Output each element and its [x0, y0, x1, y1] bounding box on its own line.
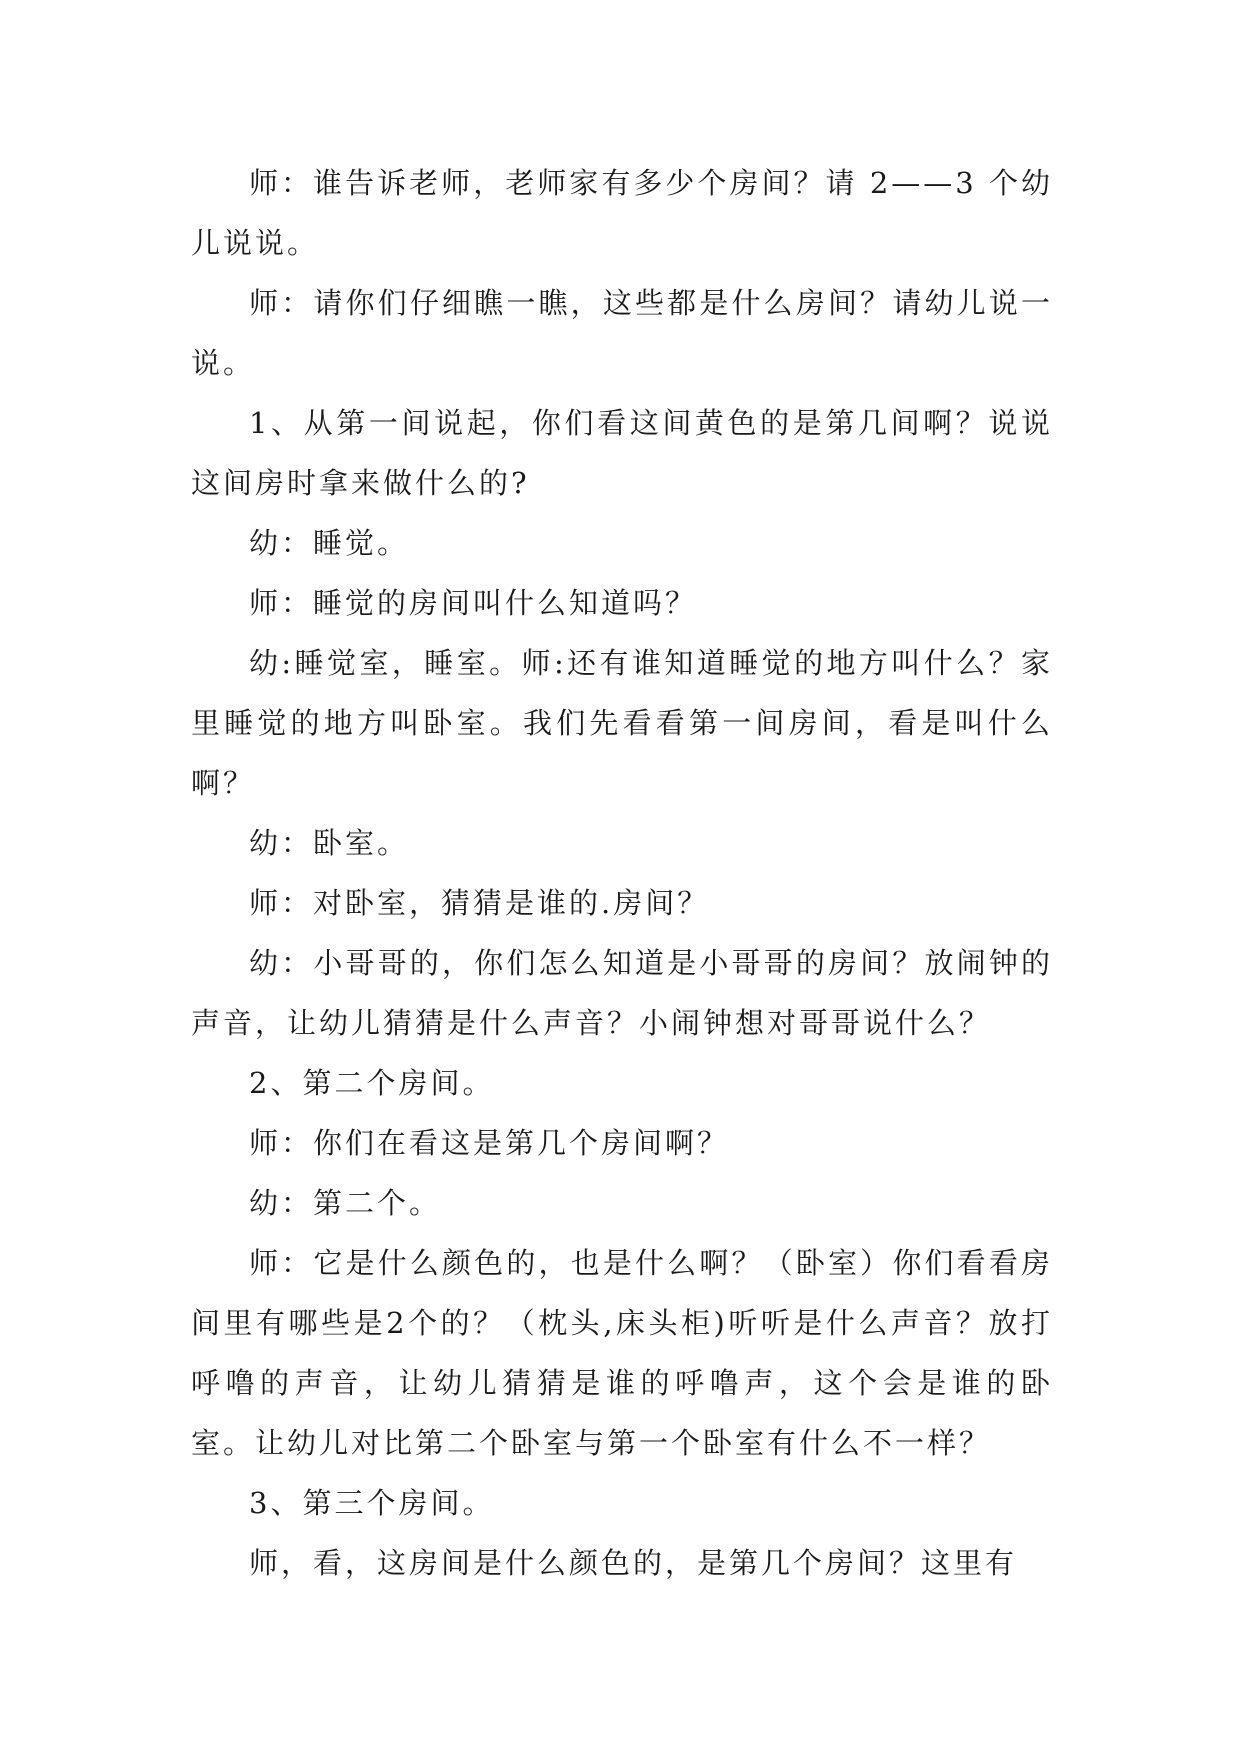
paragraph-5: 师：睡觉的房间叫什么知道吗？	[249, 586, 698, 620]
paragraph-12: 幼：第二个。	[249, 1186, 442, 1220]
paragraph-8: 师：对卧室，猜猜是谁的.房间？	[249, 886, 710, 920]
paragraph-10: 2、第二个房间。	[249, 1066, 495, 1100]
paragraph-2: 师：请你们仔细瞧一瞧，这些都是什么房间？请幼儿说一说。	[191, 286, 1053, 380]
paragraph-7: 幼：卧室。	[249, 826, 410, 860]
paragraph-11: 师：你们在看这是第几个房间啊？	[249, 1126, 730, 1160]
paragraph-13: 师：它是什么颜色的，也是什么啊？（卧室）你们看看房间里有哪些是2个的？（枕头,床头柜)听听是什么声音？放打呼噜的声音，让幼儿猜猜是谁的呼噜声，这个会是谁的卧室。让幼儿对比第二个卧室与第一个卧室有什么不一样？	[191, 1246, 1053, 1460]
paragraph-15: 师，看，这房间是什么颜色的，是第几个房间？这里有	[249, 1546, 1018, 1580]
paragraph-14: 3、第三个房间。	[249, 1486, 495, 1520]
paragraph-9: 幼：小哥哥的，你们怎么知道是小哥哥的房间？放闹钟的声音，让幼儿猜猜是什么声音？小闹钟想对哥哥说什么？	[191, 946, 1053, 1040]
paragraph-4: 幼：睡觉。	[249, 526, 410, 560]
paragraph-3: 1、从第一间说起，你们看这间黄色的是第几间啊？说说这间房时拿来做什么的?	[191, 406, 1053, 500]
paragraph-6: 幼:睡觉室，睡室。师:还有谁知道睡觉的地方叫什么？家里睡觉的地方叫卧室。我们先看看第一间房间，看是叫什么啊？	[191, 646, 1053, 800]
document-body	[191, 153, 1053, 1593]
paragraph-1: 师：谁告诉老师，老师家有多少个房间？请 2——3 个幼儿说说。	[191, 166, 1053, 260]
